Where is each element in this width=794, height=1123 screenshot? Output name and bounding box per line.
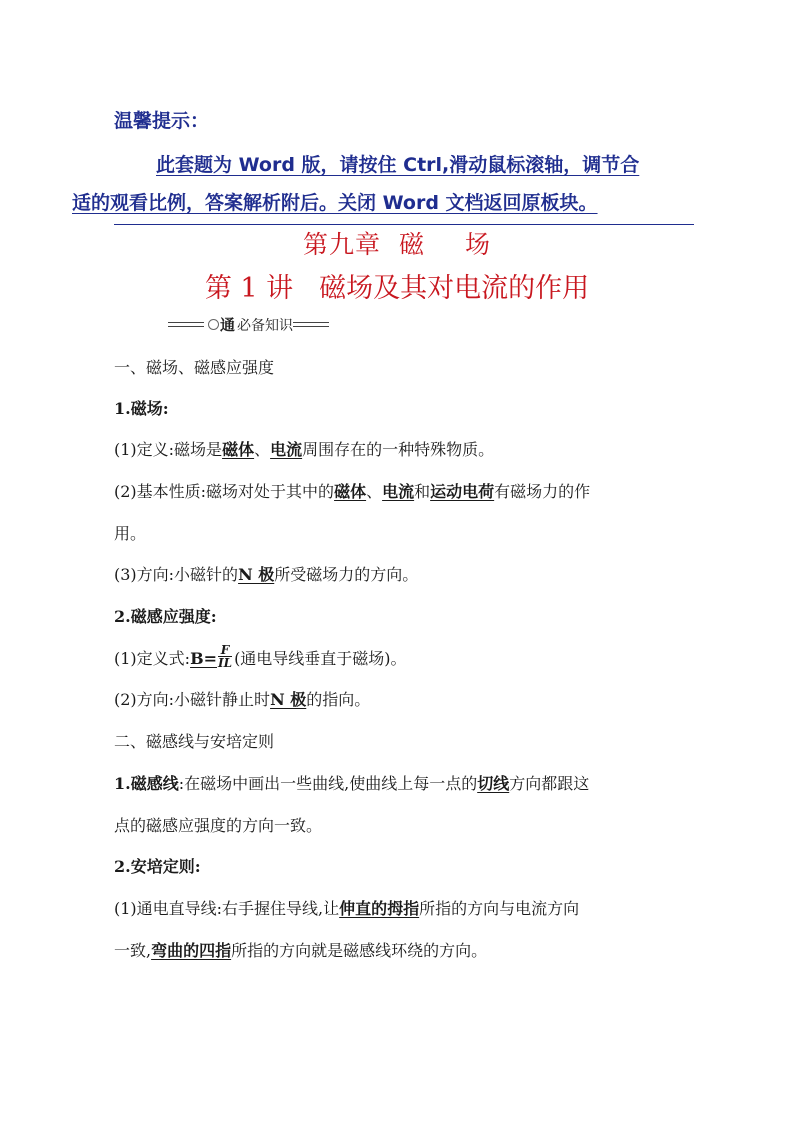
chapter-title: [0, 225, 794, 261]
right-rule: [293, 322, 329, 327]
ampere-rule-line-cont: 一致,弯曲的四指所指的方向就是磁感线环绕的方向。: [114, 941, 488, 960]
definition-line: (1)定义:磁场是磁体、电流周围存在的一种特殊物质。: [114, 440, 495, 459]
field-line-definition: 1.磁感线:在磁场中画出一些曲线,使曲线上每一点的切线方向都跟这: [114, 774, 590, 793]
field-line-definition-cont: 点的磁感应强度的方向一致。: [114, 816, 323, 835]
left-rule: [168, 322, 204, 327]
lecture-name: 磁场及其对电流的作用: [319, 273, 590, 304]
section-label: 必备知识: [237, 317, 294, 334]
chapter-number: 第九章: [302, 230, 381, 259]
tip-body: [72, 146, 694, 225]
direction-line: (3)方向:小磁针的N 极所受磁场力的方向。: [114, 565, 419, 584]
heading-1: 一、磁场、磁感应强度: [114, 358, 275, 377]
lecture-title: [0, 266, 794, 305]
formula-line: (1)定义式:B= $\frac{F}{IL}$ (通电导线垂直于磁场)。: [114, 643, 407, 670]
magnifier-icon: [208, 319, 219, 330]
subheading-induction: 2.磁感应强度:: [114, 607, 217, 626]
section-icon-char: 通: [220, 316, 236, 334]
section-header: [168, 314, 329, 335]
induction-direction-line: (2)方向:小磁针静止时N 极的指向。: [114, 690, 371, 709]
tip-line-2: 适的观看比例，答案解析附后。关闭 Word 文档返回原板块。: [72, 192, 598, 214]
chapter-word-2: 场: [465, 230, 492, 259]
property-line: (2)基本性质:磁场对处于其中的磁体、电流和运动电荷有磁场力的作: [114, 482, 591, 501]
lecture-number: 第 1 讲: [204, 273, 294, 304]
heading-2: 二、磁感线与安培定则: [114, 732, 275, 751]
fraction: $\frac{F}{IL}$: [218, 643, 233, 670]
subheading-magnetic-field: 1.磁场:: [114, 399, 169, 418]
tip-title: 温馨提示：: [114, 110, 210, 132]
subheading-ampere: 2.安培定则:: [114, 857, 201, 876]
tip-line-1: 此套题为 Word 版，请按住 Ctrl,滑动鼠标滚轴，调节合: [156, 154, 640, 176]
chapter-word-1: 磁: [398, 230, 425, 259]
property-line-cont: 用。: [114, 524, 147, 543]
ampere-rule-line: (1)通电直导线:右手握住导线,让伸直的拇指所指的方向与电流方向: [114, 899, 580, 918]
